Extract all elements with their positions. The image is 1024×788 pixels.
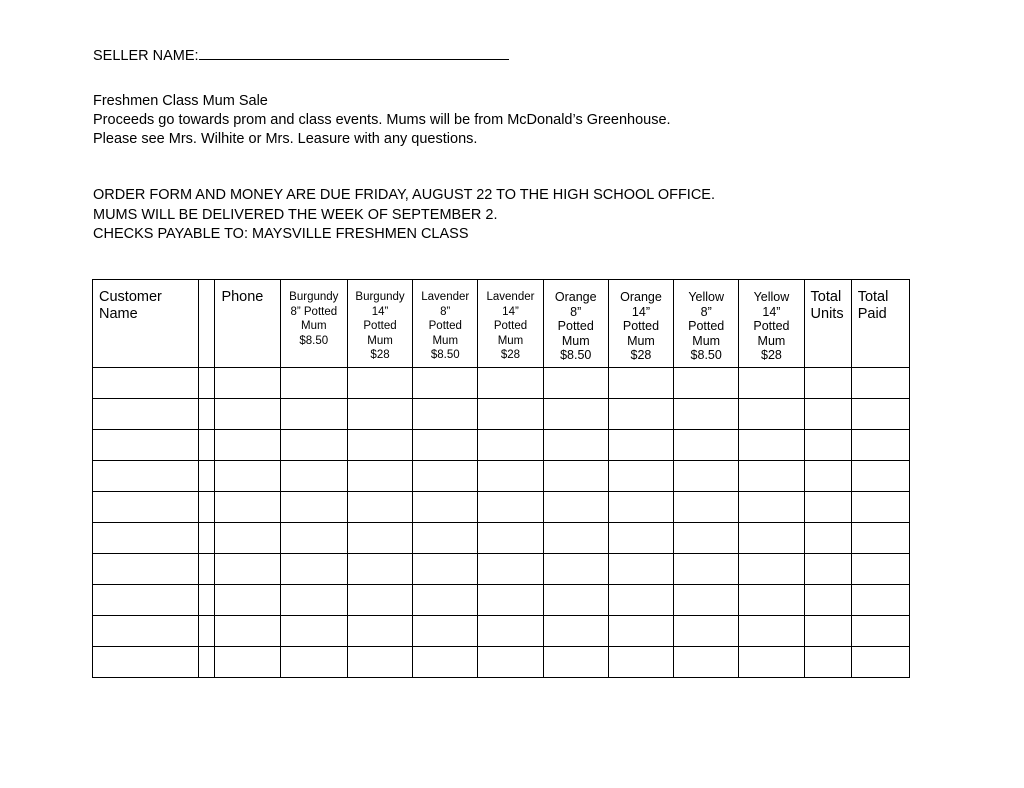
table-cell[interactable] [674,430,739,461]
table-cell[interactable] [215,585,280,616]
table-cell[interactable] [608,492,673,523]
table-cell[interactable] [739,616,804,647]
table-cell[interactable] [347,368,412,399]
table-cell[interactable] [93,368,199,399]
table-cell[interactable] [413,554,478,585]
table-cell[interactable] [543,616,608,647]
table-cell[interactable] [215,647,280,678]
table-cell[interactable] [199,585,215,616]
intro-title: Freshmen Class Mum Sale [93,93,268,109]
table-cell[interactable] [413,492,478,523]
table-cell[interactable] [851,523,909,554]
table-cell[interactable] [347,585,412,616]
table-cell[interactable] [215,430,280,461]
seller-name-field [93,45,509,64]
table-cell[interactable] [93,461,199,492]
table-cell[interactable] [851,368,909,399]
table-cell[interactable] [93,430,199,461]
table-cell[interactable] [478,430,543,461]
col-header-lavender-8: Lavender 8” Potted Mum $8.50 [413,280,478,368]
table-cell[interactable] [739,430,804,461]
table-cell[interactable] [739,554,804,585]
table-cell[interactable] [608,585,673,616]
table-cell[interactable] [608,368,673,399]
table-cell[interactable] [674,368,739,399]
table-cell[interactable] [608,554,673,585]
col-header-total-units: Total Units [804,280,851,368]
table-cell[interactable] [851,585,909,616]
table-row [93,368,910,399]
col-header-lavender-14: Lavender 14” Potted Mum $28 [478,280,543,368]
table-cell[interactable] [478,368,543,399]
table-cell[interactable] [739,399,804,430]
table-cell[interactable] [739,585,804,616]
table-cell[interactable] [608,616,673,647]
table-cell[interactable] [347,616,412,647]
table-cell[interactable] [543,399,608,430]
table-cell[interactable] [478,585,543,616]
table-cell[interactable] [674,492,739,523]
table-cell[interactable] [804,554,851,585]
order-table-body [93,368,910,678]
table-cell[interactable] [608,461,673,492]
table-row [93,616,910,647]
table-cell[interactable] [478,616,543,647]
table-cell[interactable] [543,554,608,585]
seller-name-blank-line[interactable] [199,45,509,60]
table-cell[interactable] [280,585,347,616]
table-cell[interactable] [215,616,280,647]
table-cell[interactable] [280,399,347,430]
table-cell[interactable] [199,554,215,585]
table-cell[interactable] [804,368,851,399]
table-cell[interactable] [851,492,909,523]
col-header-yellow-14: Yellow 14” Potted Mum $28 [739,280,804,368]
table-cell[interactable] [93,647,199,678]
table-cell[interactable] [347,461,412,492]
table-cell[interactable] [199,647,215,678]
table-cell[interactable] [543,430,608,461]
table-cell[interactable] [347,647,412,678]
intro-block [93,92,671,149]
table-cell[interactable] [280,461,347,492]
table-cell[interactable] [413,616,478,647]
table-row [93,523,910,554]
table-cell[interactable] [851,554,909,585]
table-cell[interactable] [804,492,851,523]
table-cell[interactable] [199,461,215,492]
table-cell[interactable] [739,368,804,399]
table-cell[interactable] [199,430,215,461]
table-cell[interactable] [93,585,199,616]
table-row [93,647,910,678]
table-cell[interactable] [674,616,739,647]
table-row [93,492,910,523]
table-cell[interactable] [478,523,543,554]
col-header-orange-14: Orange 14” Potted Mum $28 [608,280,673,368]
table-row [93,554,910,585]
table-cell[interactable] [543,461,608,492]
table-cell[interactable] [280,616,347,647]
table-cell[interactable] [543,647,608,678]
table-cell[interactable] [413,430,478,461]
table-cell[interactable] [804,430,851,461]
table-cell[interactable] [93,616,199,647]
table-cell[interactable] [93,554,199,585]
order-table-header-row [93,280,910,368]
table-cell[interactable] [478,554,543,585]
table-row [93,430,910,461]
seller-name-label: SELLER NAME: [93,48,199,64]
table-cell[interactable] [199,523,215,554]
table-row [93,585,910,616]
table-cell[interactable] [215,492,280,523]
col-header-orange-8: Orange 8” Potted Mum $8.50 [543,280,608,368]
table-cell[interactable] [215,554,280,585]
table-cell[interactable] [199,368,215,399]
table-cell[interactable] [739,647,804,678]
table-cell[interactable] [199,616,215,647]
table-cell[interactable] [674,523,739,554]
col-header-burgundy-14: Burgundy 14” Potted Mum $28 [347,280,412,368]
table-cell[interactable] [608,523,673,554]
table-cell[interactable] [413,368,478,399]
table-cell[interactable] [347,399,412,430]
table-cell[interactable] [347,554,412,585]
notice-due-date: ORDER FORM AND MONEY ARE DUE FRIDAY, AUGUST 22 TO THE HIGH SCHOOL OFFICE. [93,187,716,203]
table-cell[interactable] [413,523,478,554]
table-cell[interactable] [674,554,739,585]
table-cell[interactable] [608,430,673,461]
table-row [93,399,910,430]
table-cell[interactable] [93,399,199,430]
table-cell[interactable] [804,461,851,492]
table-cell[interactable] [804,585,851,616]
table-cell[interactable] [543,585,608,616]
table-cell[interactable] [280,647,347,678]
table-cell[interactable] [804,647,851,678]
table-cell[interactable] [674,461,739,492]
table-cell[interactable] [215,523,280,554]
table-cell[interactable] [739,523,804,554]
table-cell[interactable] [347,523,412,554]
intro-proceeds: Proceeds go towards prom and class events. Mums will be from McDonald’s Greenhouse. [93,112,671,128]
table-cell[interactable] [608,399,673,430]
table-cell[interactable] [739,492,804,523]
notice-checks-payable: CHECKS PAYABLE TO: MAYSVILLE FRESHMEN CLASS [93,226,469,242]
col-header-blank [199,280,215,368]
table-cell[interactable] [280,492,347,523]
table-cell[interactable] [543,523,608,554]
table-cell[interactable] [280,430,347,461]
notice-block [93,186,715,245]
table-cell[interactable] [804,523,851,554]
table-cell[interactable] [413,585,478,616]
table-cell[interactable] [543,492,608,523]
table-cell[interactable] [413,399,478,430]
table-cell[interactable] [851,461,909,492]
table-cell[interactable] [674,647,739,678]
col-header-customer-name: Customer Name [93,280,199,368]
table-cell[interactable] [280,523,347,554]
table-cell[interactable] [413,647,478,678]
table-cell[interactable] [347,492,412,523]
col-header-burgundy-8: Burgundy 8” Potted Mum $8.50 [280,280,347,368]
table-cell[interactable] [199,399,215,430]
table-row [93,461,910,492]
col-header-yellow-8: Yellow 8” Potted Mum $8.50 [674,280,739,368]
table-cell[interactable] [804,399,851,430]
table-cell[interactable] [215,461,280,492]
table-cell[interactable] [215,368,280,399]
table-cell[interactable] [739,461,804,492]
table-cell[interactable] [413,461,478,492]
table-cell[interactable] [543,368,608,399]
col-header-total-paid: Total Paid [851,280,909,368]
table-cell[interactable] [608,647,673,678]
table-cell[interactable] [478,461,543,492]
table-cell[interactable] [478,399,543,430]
table-cell[interactable] [93,492,199,523]
table-cell[interactable] [478,492,543,523]
table-cell[interactable] [674,585,739,616]
intro-contact: Please see Mrs. Wilhite or Mrs. Leasure with any questions. [93,131,478,147]
table-cell[interactable] [674,399,739,430]
table-cell[interactable] [851,616,909,647]
table-cell[interactable] [280,368,347,399]
table-cell[interactable] [280,554,347,585]
table-cell[interactable] [215,399,280,430]
table-cell[interactable] [93,523,199,554]
table-cell[interactable] [199,492,215,523]
table-cell[interactable] [851,430,909,461]
notice-delivery: MUMS WILL BE DELIVERED THE WEEK OF SEPTEMBER 2. [93,206,498,223]
table-cell[interactable] [478,647,543,678]
col-header-phone: Phone [215,280,280,368]
order-table [92,279,910,678]
table-cell[interactable] [347,430,412,461]
table-cell[interactable] [851,399,909,430]
table-cell[interactable] [851,647,909,678]
table-cell[interactable] [804,616,851,647]
